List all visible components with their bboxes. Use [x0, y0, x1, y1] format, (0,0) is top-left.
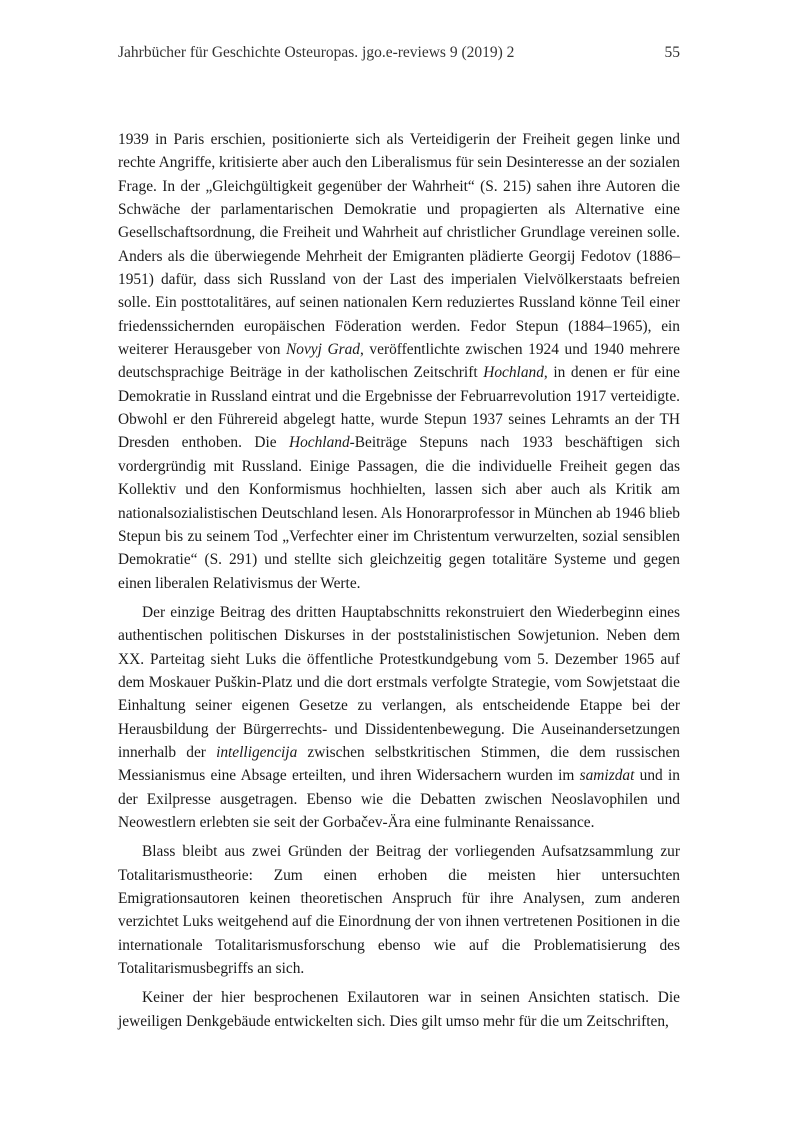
text-segment: und in der Exilpresse ausgetragen. Ebenso wie die Debatten zwischen Neoslavophilen und Neowestlern erlebten sie seit der Gorbačev-Ära eine fulminante Renaissance. — [118, 767, 680, 831]
text-segment: , in denen er für eine Demokratie in Russland eintrat und die Ergebnisse der Februarrevolution 1917 verteidigte. Obwohl er den Führereid abgelegt hatte, wurde Stepun 1937 seines Lehramts an der TH Dresden enthoben. Die — [118, 364, 681, 452]
paragraph-1 — [118, 128, 680, 595]
text-segment: Keiner der hier besprochenen Exilautoren war in seinen Ansichten statisch. Die jeweiligen Denkgebäude entwickelten sich. Dies gilt umso mehr für die um Zeitschriften, — [118, 989, 680, 1030]
text-segment: -Beiträge Stepuns nach 1933 beschäftigen sich vordergründig mit Russland. Einige Passagen, die die individuelle Freiheit gegen das Kollektiv und den Konformismus hochhielten, lassen sich aber auch als Kritik am nationalsozialistischen Deutschland lesen. Als Honorarprofessor in München ab 1946 blieb Stepun bis zu seinem Tod „Verfechter einer im Christentum verwurzelten, sozial sensiblen Demokratie“ (S. 291) und stellte sich gleichzeitig gegen totalitäre Systeme und gegen einen liberalen Relativismus der Werte. — [118, 434, 681, 592]
term-intelligencija: intelligencija — [216, 743, 298, 761]
paragraph-2 — [118, 601, 680, 834]
journal-citation: Jahrbücher für Geschichte Osteuropas. jgo.e-reviews 9 (2019) 2 — [118, 44, 515, 61]
journal-title-novyj-grad: Novyj Grad — [286, 341, 360, 359]
journal-title-hochland: Hochland — [288, 434, 350, 452]
text-segment: 1939 in Paris erschien, positionierte sich als Verteidigerin der Freiheit gegen linke und rechte Angriffe, kritisierte aber auch den Liberalismus für sein Desinteresse an der sozialen Frage. In der „Gleichgültigkeit gegenüber der Wahrheit“ (S. 215) sahen ihre Autoren die Schwäche der parlamentarischen Demokratie und propagierten als Alternative eine Gesellschaftsordnung, die Freiheit und Wahrheit auf christlicher Grundlage vereinen solle. Anders als die überwiegende Mehrheit der Emigranten plädierte Georgij Fedotov (1886–1951) dafür, dass sich Russland von der Last des imperialen Vielvölkerstaats befreien solle. Ein posttotalitäres, auf seinen nationalen Kern reduziertes Russland könne Teil einer friedenssichernden europäischen Föderation werden. Fedor Stepun (1884–1965), ein weiterer Herausgeber von — [118, 131, 680, 359]
paragraph-4 — [118, 986, 680, 1033]
text-segment: , veröffentlichte zwischen 1924 und 1940 mehrere deutschsprachige Beiträge in der katholischen Zeitschrift — [118, 341, 680, 382]
text-segment: zwischen selbstkritischen Stimmen, die dem russischen Messianismus eine Absage erteilten, und ihren Widersachern wurden im — [118, 743, 680, 785]
paragraph-3 — [118, 840, 680, 980]
journal-title-hochland: Hochland — [483, 364, 544, 382]
body-text — [118, 128, 680, 1033]
term-samizdat: samizdat — [579, 767, 635, 785]
page-number: 55 — [664, 44, 680, 61]
text-segment: Der einzige Beitrag des dritten Hauptabschnitts rekonstruiert den Wiederbeginn eines authentischen politischen Diskurses in der poststalinistischen Sowjetunion. Neben dem XX. Parteitag sieht Luks die öffentliche Protestkundgebung vom 5. Dezember 1965 auf dem Moskauer Puškin-Platz und die dort erstmals verfolgte Strategie, vom Sowjetstaat die Einhaltung seiner eigenen Gesetze zu verlangen, als entscheidende Etappe bei der Herausbildung der Bürgerrechts- und Dissidentenbewegung. Die Auseinandersetzungen innerhalb der — [118, 603, 680, 761]
text-segment: Blass bleibt aus zwei Gründen der Beitrag der vorliegenden Aufsatzsammlung zur Totalitarismustheorie: Zum einen erhoben die meisten hier untersuchten Emigrationsautoren keinen theoretischen Anspruch für ihre Analysen, zum anderen verzichtet Luks weitgehend auf die Einordnung der von ihnen vertretenen Positionen in die internationale Totalitarismusforschung ebenso wie auf die Problematisierung des Totalitarismusbegriffs an sich. — [118, 843, 680, 978]
running-header — [118, 44, 680, 62]
